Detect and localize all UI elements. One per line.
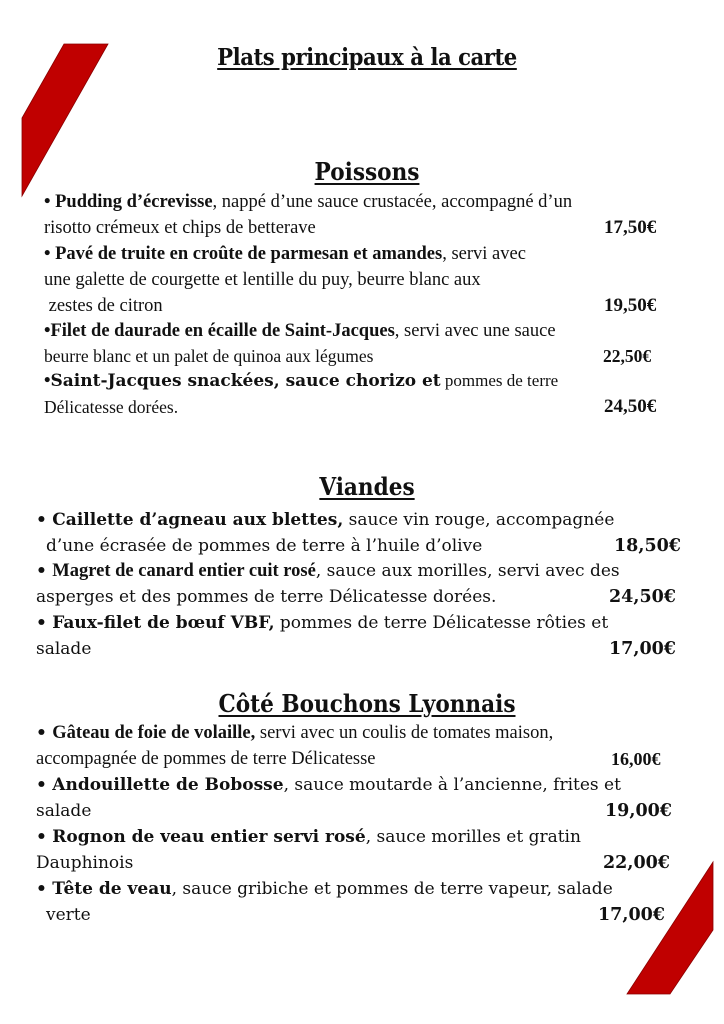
bullet: • <box>44 321 51 341</box>
dish-price: 22,50€ <box>603 346 652 366</box>
dish-description: beurre blanc et un palet de quinoa aux légumes <box>44 346 374 366</box>
bullet: • <box>44 371 51 391</box>
dish-name: Andouillette de Bobosse <box>52 775 284 795</box>
dish-description: , servi avec <box>442 244 526 264</box>
bullet: • <box>36 827 47 847</box>
dish-description: sauce vin rouge, accompagnée <box>343 510 615 530</box>
bullet: • <box>36 510 47 530</box>
bullet: • <box>44 244 51 264</box>
dish-name: Filet de daurade en écaille de Saint-Jacques <box>50 321 395 341</box>
dish-price: 24,50€ <box>604 396 657 417</box>
bullet: • <box>36 879 47 899</box>
bullet: • <box>36 775 47 795</box>
dish-price: 24,50€ <box>609 587 676 607</box>
dish-price: 22,00€ <box>603 853 670 873</box>
dish-description: une galette de courgette et lentille du puy, beurre blanc aux <box>44 270 481 290</box>
dish-description: , sauce gribiche et pommes de terre vapeur, salade <box>171 879 613 899</box>
dish-name: Pudding d’écrevisse <box>55 192 213 212</box>
bullet: • <box>36 561 47 581</box>
dish-description: d’une écrasée de pommes de terre à l’huile d’olive <box>46 536 483 556</box>
dish-description: servi avec un coulis de tomates maison, <box>255 723 554 743</box>
dish-description: risotto crémeux et chips de betterave <box>44 218 316 238</box>
dish-description: asperges et des pommes de terre Délicatesse dorées. <box>36 587 497 607</box>
section-title: Poissons <box>314 157 420 186</box>
dish-price: 19,50€ <box>604 295 657 316</box>
dish-name: Gâteau de foie de volaille, <box>52 723 256 743</box>
dish-name: Rognon de veau entier servi rosé <box>52 827 366 847</box>
section-title: Viandes <box>319 472 415 501</box>
dish-description: zestes de citron <box>44 296 163 316</box>
dish-description: pommes de terre <box>440 371 559 390</box>
dish-price: 18,50€ <box>614 536 681 556</box>
dish-description: Dauphinois <box>36 853 134 873</box>
bullet: • <box>36 723 47 743</box>
dish-description: verte <box>46 905 91 925</box>
dish-price: 16,00€ <box>611 749 661 769</box>
dish-description: pommes de terre Délicatesse rôties et <box>274 613 609 633</box>
page-title: Plats principaux à la carte <box>217 44 517 71</box>
dish-name: Caillette d’agneau aux blettes, <box>52 510 344 530</box>
dish-name: Faux-filet de bœuf VBF, <box>52 613 275 633</box>
dish-name: Pavé de truite en croûte de parmesan et amandes <box>55 244 443 264</box>
bullet: • <box>44 192 51 212</box>
dish-name: Tête de veau <box>52 879 172 899</box>
section-title: Côté Bouchons Lyonnais <box>218 689 516 718</box>
dish-price: 17,00€ <box>609 639 676 659</box>
dish-description: , sauce aux morilles, servi avec des <box>315 561 620 581</box>
dish-description: , sauce moutarde à l’ancienne, frites et <box>283 775 621 795</box>
dish-description: , sauce morilles et gratin <box>365 827 581 847</box>
dish-price: 17,50€ <box>604 217 657 238</box>
bottom-right-ribbon <box>627 862 713 994</box>
dish-description: accompagnée de pommes de terre Délicatesse <box>36 749 376 769</box>
dish-description: , nappé d’une sauce crustacée, accompagné d’un <box>212 192 573 212</box>
dish-price: 19,00€ <box>605 801 672 821</box>
dish-name: Saint-Jacques snackées, sauce chorizo et <box>50 371 441 391</box>
bullet: • <box>36 613 47 633</box>
dish-description: salade <box>36 639 92 659</box>
dish-description: salade <box>36 801 92 821</box>
dish-price: 17,00€ <box>598 905 665 925</box>
dish-description: Délicatesse dorées. <box>44 397 179 417</box>
dish-description: , servi avec une sauce <box>394 321 556 341</box>
dish-name: Magret de canard entier cuit rosé <box>52 561 316 581</box>
